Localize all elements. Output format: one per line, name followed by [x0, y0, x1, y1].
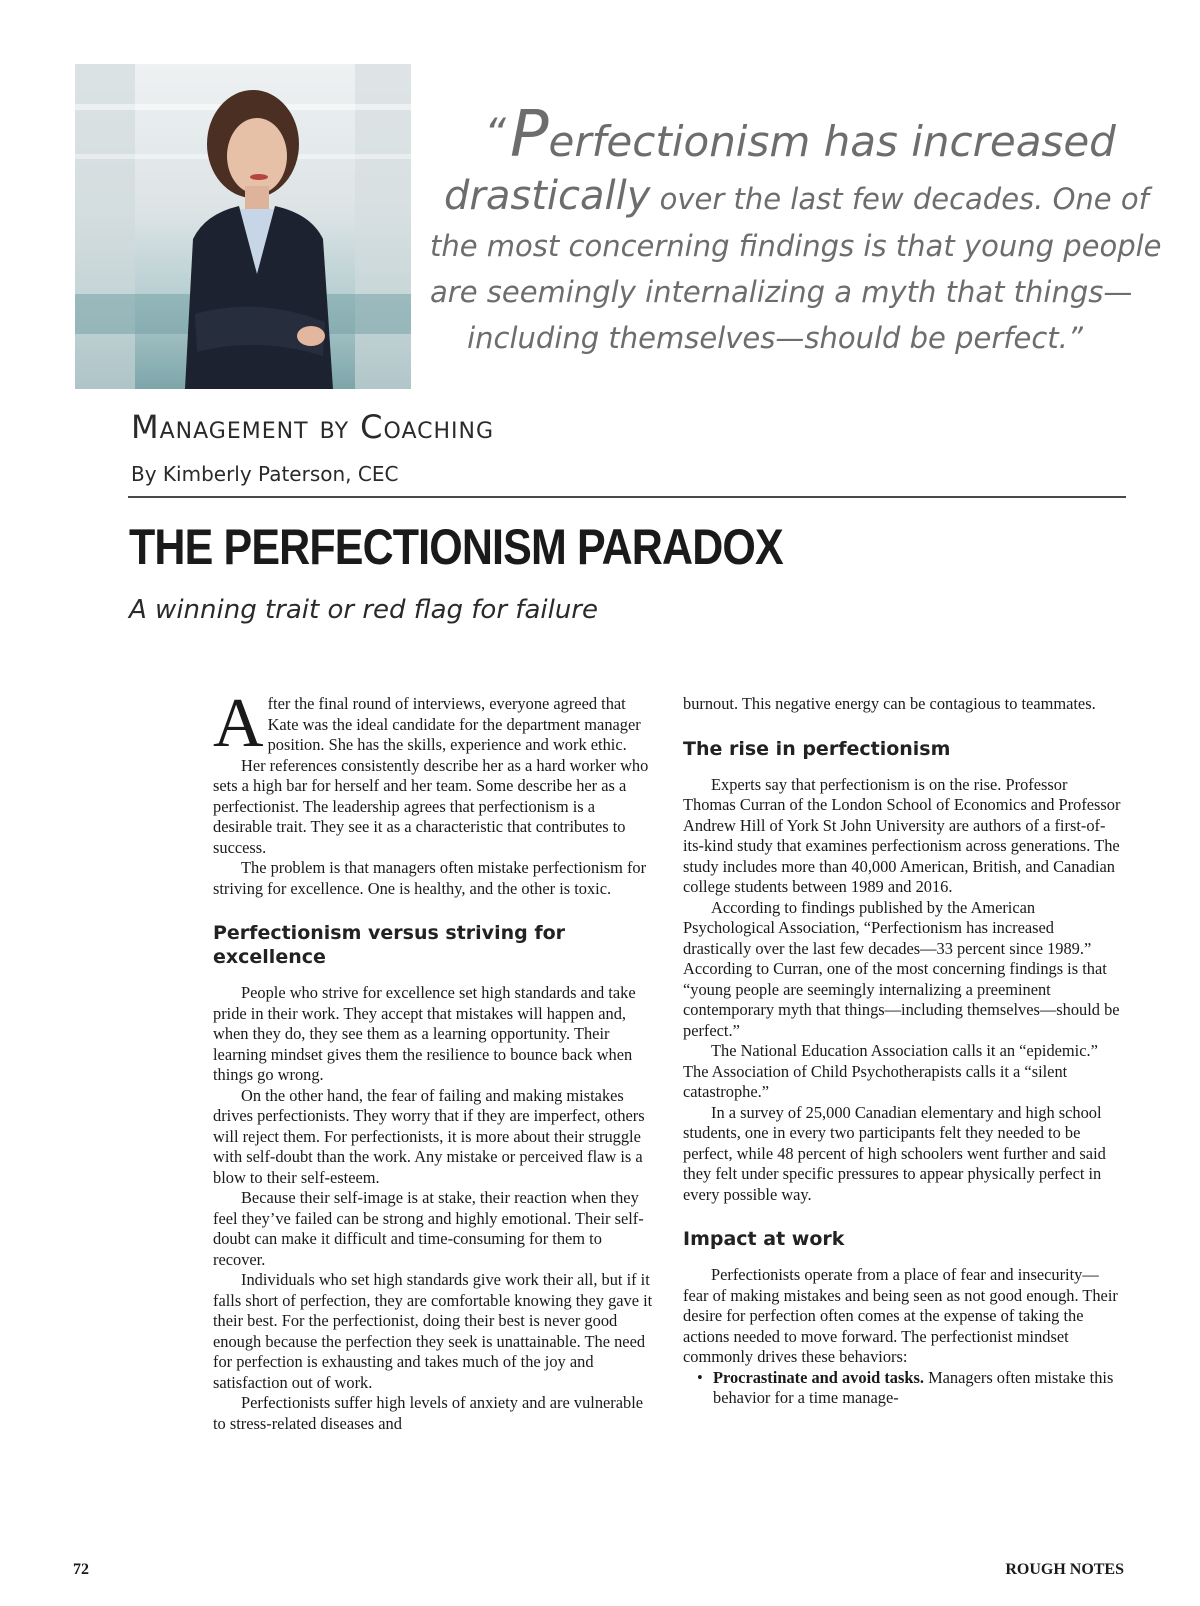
body-paragraph: Perfectionists operate from a place of fear and insecurity—fear of making mistakes and being seen as not good enough. Their desire for perfection often comes at the expense of taking the actions needed to move forward. The perfectionist mindset commonly drives these behaviors: [683, 1265, 1118, 1366]
author-photo [75, 64, 411, 389]
quote-open-mark: “ [484, 109, 506, 158]
pull-quote-line-1-text: erfectionism has increased [548, 117, 1116, 166]
pull-quote [430, 98, 1162, 361]
body-paragraph: Her references consistently describe her as a hard worker who sets a high bar for herself and her team. Some describe her as a perfectionist. The leadership agrees that perfectionism is a desirable trait. They see it as a characteristic that contributes to success. [213, 755, 649, 857]
body-paragraph: The National Education Association calls it an “epidemic.” The Association of Child Psychotherapists calls it a “silent catastrophe.” [683, 1041, 1098, 1101]
article-column-left [213, 685, 653, 1434]
section-heading: Perfectionism versus striving for excellence [213, 922, 566, 968]
article-headline: THE PERFECTIONISM PARADOX [129, 519, 783, 575]
pull-quote-initial: P [509, 98, 549, 172]
section-heading: Impact at work [683, 1228, 845, 1250]
bullet-item [683, 1368, 1123, 1409]
column-title: Management by Coaching [131, 408, 495, 446]
pull-quote-line-3: the most concerning findings is that young people [430, 229, 1162, 263]
pull-quote-emphasis: drastically [444, 173, 651, 219]
pull-quote-line-4: are seemingly internalizing a myth that things— [430, 275, 1133, 309]
pull-quote-line-1 [430, 98, 1120, 172]
body-paragraph: Experts say that perfectionism is on the rise. Professor Thomas Curran of the London School of Economics and Professor Andrew Hill of York St John University are authors of a first-of-its-kind study that examines perfectionism across generations. The study includes more than 40,000 American, British, and Canadian college students between 1989 and 2016. [683, 774, 1121, 896]
section-heading: The rise in perfectionism [683, 737, 951, 760]
pull-quote-line-5: including themselves—should be perfect.” [467, 321, 1083, 355]
body-paragraph: Because their self-image is at stake, their reaction when they feel they’ve failed can be strong and highly emotional. Their self-doubt can make it difficult and time-consuming for them to recover. [213, 1188, 644, 1269]
body-paragraph: According to findings published by the American Psychological Association, “Perfectionism has increased drastically over the last few decades—33 percent since 1989.” According to Curran, one of the most concerning findings is that “young people are seemingly internalizing a preeminent contemporary myth that things—including themselves—should be perfect.” [683, 897, 1120, 1040]
body-paragraph: Perfectionists suffer high levels of anxiety and are vulnerable to stress-related diseases and [213, 1393, 644, 1433]
pull-quote-line-2 [430, 172, 1149, 223]
article-deck: A winning trait or red flag for failure [129, 595, 598, 625]
body-paragraph: The problem is that managers often mistake perfectionism for striving for excellence. One is healthy, and the other is toxic. [213, 858, 647, 898]
body-paragraph: On the other hand, the fear of failing and making mistakes drives perfectionists. They worry that if they are imperfect, others will reject them. For perfectionists, it is more about their struggle with self-doubt than the work. Any mistake or perceived flaw is a blow to their self-esteem. [213, 1085, 645, 1187]
page-number: 72 [73, 1561, 89, 1578]
businesswoman-portrait-image [75, 64, 411, 389]
bullet-text [713, 1368, 1123, 1409]
bullet-icon: • [697, 1367, 703, 1387]
body-paragraph [213, 685, 653, 762]
bullet-bold-lead: Procrastinate and avoid tasks. [713, 1367, 924, 1387]
header-divider [128, 496, 1126, 498]
body-paragraph: burnout. This negative energy can be contagious to teammates. [683, 694, 1096, 713]
body-paragraph: Individuals who set high standards give work their all, but if it falls short of perfection, they are comfortable knowing they gave it their best. For the perfectionist, doing their best is never good enough because the perfection they seek is unattainable. The need for perfection is exhausting and takes much of the joy and satisfaction out of work. [213, 1270, 653, 1392]
article-column-right [683, 694, 1123, 1409]
bullet-body: Managers often mistake this behavior for a time manage- [713, 1367, 1114, 1407]
magazine-name: ROUGH NOTES [1005, 1561, 1124, 1578]
pull-quote-line-2-text: over the last few decades. One of [650, 182, 1149, 216]
body-paragraph-text: fter the final round of interviews, everyone agreed that Kate was the ideal candidate for the department manager position. She has the skills, experience and work ethic. [267, 694, 641, 754]
drop-cap: A [213, 685, 264, 762]
body-paragraph: In a survey of 25,000 Canadian elementary and high school students, one in every two participants felt they needed to be perfect, while 48 percent of high schoolers went further and said they felt under specific pressures to appear physically perfect in every possible way. [683, 1102, 1106, 1204]
byline: By Kimberly Paterson, CEC [131, 462, 399, 486]
body-paragraph: People who strive for excellence set high standards and take pride in their work. They accept that mistakes will happen and, when they do, they see them as a learning opportunity. Their learning mindset gives them the resilience to bounce back when things go wrong. [213, 983, 636, 1084]
